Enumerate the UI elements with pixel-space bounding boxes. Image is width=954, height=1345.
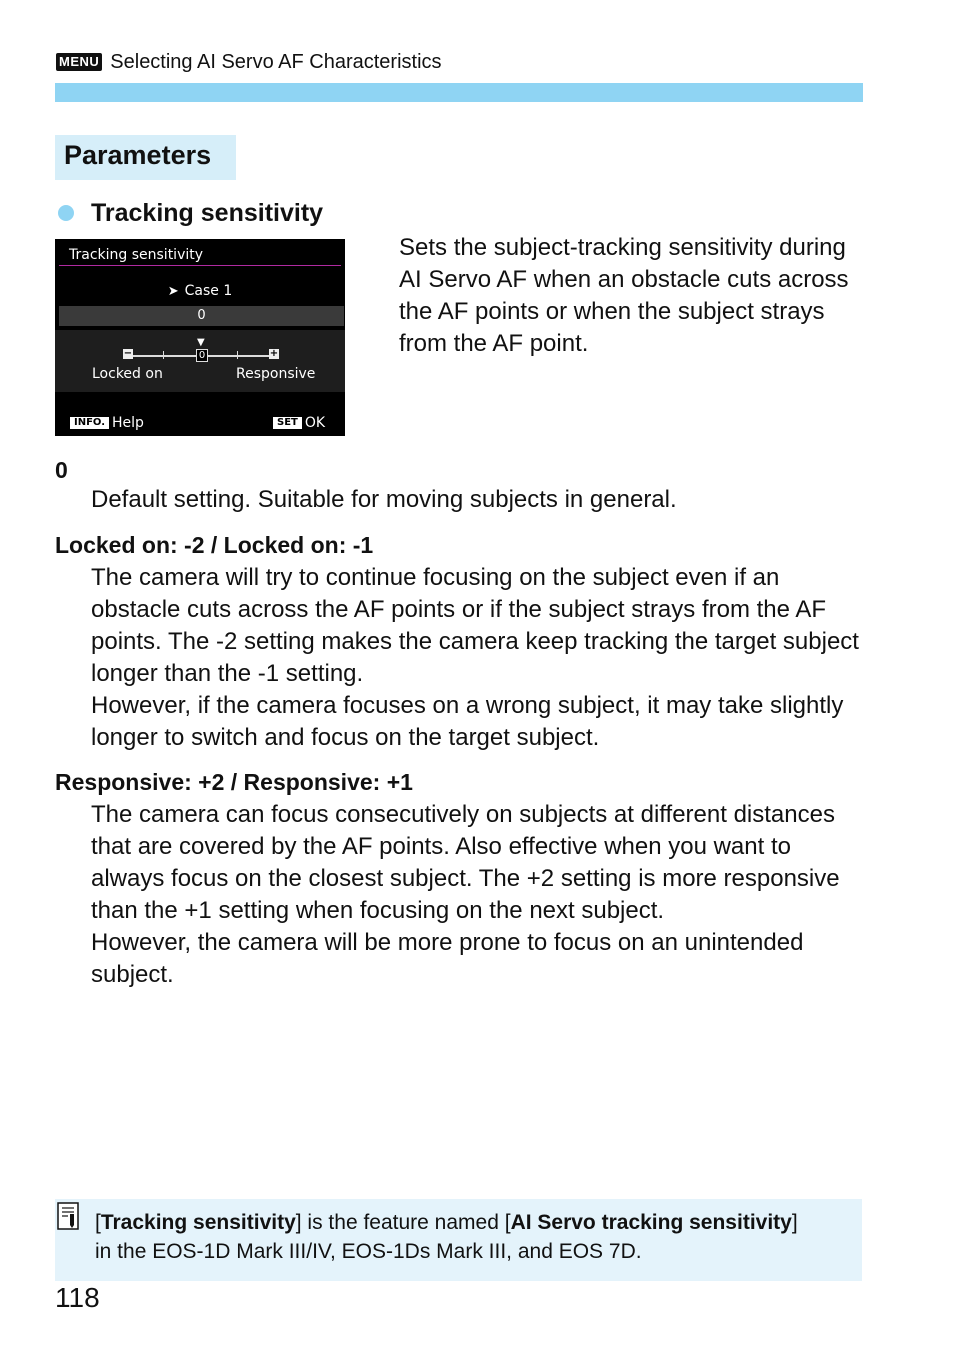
bullet-label: Tracking sensitivity [91,198,324,227]
term-default: 0 [55,457,68,483]
scale-tick [237,351,238,359]
running-person-icon: ➤ [167,284,179,299]
desc-default: Default setting. Suitable for moving subjects in general. [91,486,677,513]
minus-icon: − [123,348,133,359]
menu-icon: MENU [56,53,102,71]
case-label: Case 1 [184,283,233,299]
section-title: Parameters [55,135,236,180]
scale-zero: 0 [196,349,208,362]
screen-divider [59,265,341,266]
header-title: Selecting AI Servo AF Characteristics [110,50,442,73]
help-hint [70,415,144,431]
pointer-icon: ▼ [197,337,205,348]
desc-responsive-note: However, the camera will be more prone to focus on an unintended subject. [91,929,804,988]
ok-label: OK [304,415,326,431]
note-bracket: ] [791,1211,798,1234]
plus-icon: + [269,348,279,359]
term-responsive: Responsive: +2 / Responsive: +1 [55,769,413,795]
locked-on-label: Locked on [92,366,163,382]
bullet-heading [58,198,323,228]
scale-tick [163,351,164,359]
ok-hint [273,415,325,431]
note-text [95,1208,855,1266]
desc-locked-on: The camera will try to continue focusing on the subject even if an obstacle cuts across the AF points or if the subject strays from the AF points. The -2 setting makes the camera keep tracking the target subject longer than the -1 setting. [91,564,859,687]
bullet-icon [58,205,74,221]
note-bracket: [ [95,1211,101,1234]
note-alt-term: AI Servo tracking sensitivity [510,1211,792,1234]
desc-locked-on-note: However, if the camera focuses on a wrong subject, it may take slightly longer to switch and focus on the target subject. [91,692,844,751]
screen-case [55,283,345,299]
info-button-icon: INFO. [70,417,109,429]
screen-value: 0 [59,306,344,326]
responsive-label: Responsive [236,366,316,382]
desc-responsive: The camera can focus consecutively on subjects at different distances that are covered by the AF points. Also effective when you want to always focus on the closest subject. The +2 setting is more responsive than the +1 setting when focusing on the next subject. [91,801,840,924]
note-line2: in the EOS-1D Mark III/IV, EOS-1Ds Mark III, and EOS 7D. [95,1240,642,1263]
page-number: 118 [55,1282,100,1313]
screen-title: Tracking sensitivity [69,247,204,263]
help-label: Help [112,415,144,431]
note-box [55,1199,862,1281]
note-mid: ] is the feature named [ [295,1211,511,1234]
camera-screen [55,239,345,436]
term-locked-on: Locked on: -2 / Locked on: -1 [55,532,374,558]
set-button-icon: SET [273,417,302,429]
running-header [56,48,442,76]
memo-icon [57,1201,79,1231]
header-bar [55,83,863,102]
intro-paragraph: Sets the subject-tracking sensitivity during AI Servo AF when an obstacle cuts across the AF points or when the subject strays from the AF point. [399,234,849,357]
note-term: Tracking sensitivity [100,1211,296,1234]
